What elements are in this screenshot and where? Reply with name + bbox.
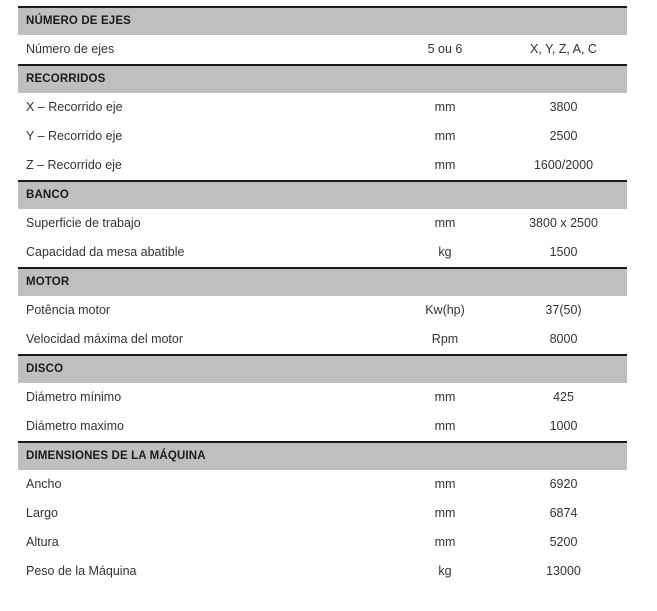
table-row (18, 325, 627, 354)
spec-section (18, 64, 627, 180)
table-row (18, 383, 627, 412)
section-header-label: DIMENSIONES DE LA MÁQUINA (26, 449, 206, 462)
row-label: Número de ejes (26, 43, 115, 56)
row-label: Ancho (26, 478, 62, 491)
table-row (18, 528, 627, 557)
row-value: 6874 (549, 506, 578, 521)
section-header-label: MOTOR (26, 275, 70, 288)
row-value: 1600/2000 (533, 158, 594, 173)
row-label: Velocidad máxima del motor (26, 333, 184, 346)
table-row (18, 499, 627, 528)
row-label: Y – Recorrido eje (26, 130, 123, 143)
spec-section (18, 267, 627, 354)
row-label: X – Recorrido eje (26, 101, 123, 114)
row-label: Diámetro mínimo (26, 391, 122, 404)
spec-section (18, 441, 627, 586)
row-label: Largo (26, 507, 58, 520)
row-unit: kg (438, 564, 452, 579)
row-value: 8000 (549, 332, 578, 347)
row-value: X, Y, Z, A, C (530, 42, 597, 57)
table-row (18, 93, 627, 122)
section-header-label: BANCO (26, 188, 69, 201)
section-header (18, 180, 627, 209)
row-value: 37(50) (545, 303, 582, 318)
table-row (18, 470, 627, 499)
row-unit: mm (434, 129, 456, 144)
row-value: 1500 (549, 245, 578, 260)
row-value: 2500 (549, 129, 578, 144)
row-unit: mm (434, 158, 456, 173)
row-label: Z – Recorrido eje (26, 159, 122, 172)
table-row (18, 412, 627, 441)
section-header (18, 267, 627, 296)
table-row (18, 557, 627, 586)
row-unit: mm (434, 419, 456, 434)
section-header (18, 64, 627, 93)
row-unit: kg (438, 245, 452, 260)
table-row (18, 238, 627, 267)
row-label: Capacidad da mesa abatible (26, 246, 185, 259)
row-label: Diámetro maximo (26, 420, 124, 433)
row-label: Potência motor (26, 304, 111, 317)
row-label: Peso de la Máquina (26, 565, 137, 578)
row-unit: mm (434, 506, 456, 521)
table-row (18, 122, 627, 151)
row-unit: mm (434, 477, 456, 492)
section-header-label: RECORRIDOS (26, 72, 106, 85)
table-row (18, 151, 627, 180)
row-unit: 5 ou 6 (427, 42, 463, 57)
row-value: 13000 (546, 564, 581, 579)
spec-section (18, 180, 627, 267)
row-label: Superficie de trabajo (26, 217, 141, 230)
row-value: 425 (553, 390, 574, 405)
section-header-label: DISCO (26, 362, 64, 375)
section-header (18, 441, 627, 470)
row-value: 6920 (549, 477, 578, 492)
row-value: 3800 (549, 100, 578, 115)
spec-section (18, 354, 627, 441)
table-row (18, 35, 627, 64)
row-value: 5200 (549, 535, 578, 550)
section-header (18, 6, 627, 35)
section-header-label: NÚMERO DE EJES (26, 14, 131, 27)
row-unit: mm (434, 535, 456, 550)
row-value: 1000 (549, 419, 578, 434)
spec-section (18, 6, 627, 64)
row-label: Altura (26, 536, 59, 549)
section-header (18, 354, 627, 383)
row-unit: mm (434, 390, 456, 405)
row-unit: mm (434, 216, 456, 231)
table-row (18, 209, 627, 238)
row-unit: mm (434, 100, 456, 115)
specification-table (18, 6, 627, 586)
table-row (18, 296, 627, 325)
row-unit: Rpm (431, 332, 459, 347)
row-value: 3800 x 2500 (529, 216, 598, 231)
row-unit: Kw(hp) (425, 303, 465, 318)
